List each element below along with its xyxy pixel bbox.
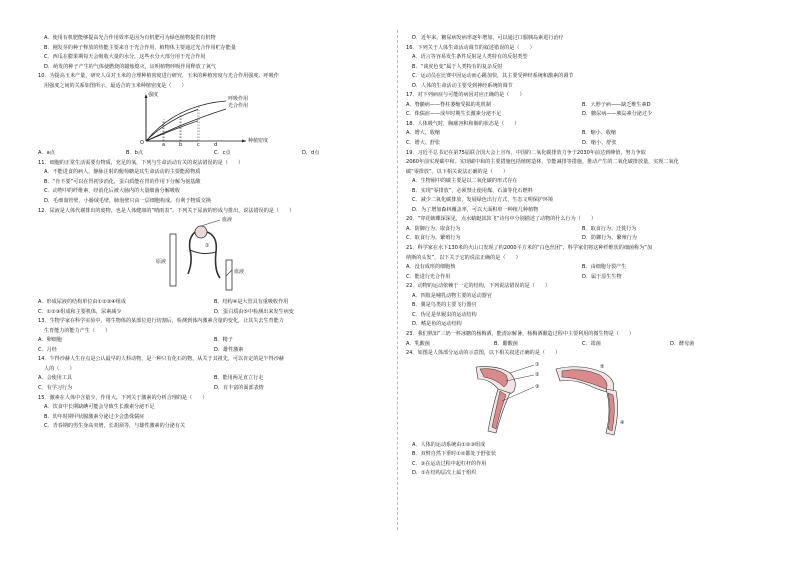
q14-stem: 14．乍得沙赫人生存点是公认最早的人科动物，是一种只有化石的物，从关于其祖先，可以肯定的是乍得沙赫 <box>38 356 284 363</box>
q18-stem: 18．人体吸气时，胸廓容积和肺的状态是（ ） <box>406 120 520 127</box>
q18-option-c[interactable]: C．增大、舒张 <box>406 140 441 147</box>
q12-options-row2 <box>38 308 390 318</box>
q12-option-b[interactable]: B．结构④是大管具有重吸收作用 <box>214 299 289 306</box>
q20-stem: 20．“穿花蛱蝶深深见，点水蜻蜓款款飞”诗句中分别描述了动物的什么行为（ ） <box>406 216 597 223</box>
q15-option-c[interactable]: C．青春期的男生身高突增，长胡须等，与雄性激素的分泌有关 <box>44 423 186 430</box>
q24-option-d[interactable]: D．①在结构层次上属于组织 <box>412 470 477 477</box>
q20-option-d[interactable]: D．防御行为、繁殖行为 <box>582 235 637 242</box>
q19-stem-cont2: 碳“零排放”。以下相关说法正确的是（ ） <box>406 168 509 175</box>
q9-option-a: A．使用有机肥能够提高光合作用效率是因为有机肥可为绿色植物提供有机物 <box>44 35 216 41</box>
label-blood-top: 血液 <box>222 217 233 224</box>
q13-option-b[interactable]: B．精子 <box>214 337 233 344</box>
q13-stem-cont: 生育能力的能力产生（ ） <box>44 327 111 334</box>
q18-option-d[interactable]: D．缩小、舒张 <box>582 140 617 147</box>
q24-option-a[interactable]: A．人体的运动系统由①②③组成 <box>412 441 486 448</box>
q17-option-a[interactable]: A．脊髓病——脊柱萎缩受损的兆机制 <box>406 101 491 108</box>
label-blood-bottom: 血液 <box>234 269 245 276</box>
q13-options-row2 <box>38 346 390 356</box>
left-column <box>38 34 390 432</box>
q16-option-c[interactable]: C．运动员在比赛中因运动而心跳加快，其主要受神经系统和激素的调节 <box>412 73 574 80</box>
q19-option-c[interactable]: C．减少二氧化碳排放，发展绿色出行方式，生态文明保护环境 <box>412 197 554 204</box>
q23-options <box>406 340 758 350</box>
q17-stem: 17．对下列病症与可能的病因对应正确的是（ ） <box>406 92 525 99</box>
q20-options-row2 <box>406 234 758 244</box>
q23-option-d[interactable]: D．酵母菌 <box>670 340 695 347</box>
q15-option-b[interactable]: B．幼年时期甲状腺激素分泌过少会患侏儒症 <box>44 413 145 420</box>
q24-stem: 24．如图是人体部分运动的示意图，以下相关叙述正确的是（ ） <box>406 350 561 357</box>
q17-option-b[interactable]: B．大脖子病——缺乏维生素D <box>582 101 651 108</box>
q22-option-b[interactable]: B．翼是鸟类的主要飞行器官 <box>412 302 477 309</box>
q11-option-a[interactable]: A．不能进食的病人，静脉注射的葡萄糖是其生命活动的主要能源物质 <box>44 169 201 176</box>
q24-option-b[interactable]: B．双臂自然下垂时①②都处于舒张状 <box>412 451 496 458</box>
column-divider <box>397 30 398 530</box>
q21-options-row2 <box>406 273 758 283</box>
q13-option-a[interactable]: A．卵细胞 <box>38 337 62 344</box>
q11-option-b[interactable]: B．“肯不要”可以在胃初步消化，蛋白质能在胃的作用下分解为氨基酸 <box>44 178 201 185</box>
curve-respiration-label: 呼吸作用 <box>228 96 249 103</box>
arm-label-1: ① <box>535 361 540 368</box>
q14-option-d[interactable]: D．有丰富的面部表情 <box>214 385 264 392</box>
q15-option-d[interactable]: D．近年来，糖尿病发病率逐年增加，可以通过口服胰岛素进行治疗 <box>412 35 564 41</box>
tick-c: c <box>197 142 200 149</box>
q23-stem: 23．我们熟知“三奶一杯冰糖的杨梅酒，能清凉解暑，杨梅酒酿造过程中主要利用的微生物是（ ） <box>406 330 635 337</box>
q19-stem: 19．习近平总书记在第75届联合国大会上宣布，中国的二氧化碳排放力争于2030年前达到峰值，努力争取 <box>406 149 646 156</box>
q11-option-c[interactable]: C．动物中的纤维素，经消化后被大肠内的大量细菌分解吸收 <box>44 188 180 195</box>
q22-option-d[interactable]: D．鳍是鱼的运动结构 <box>412 321 462 328</box>
q22-option-c[interactable]: C．伪足是草履虫的运动结构 <box>412 311 477 318</box>
q17-options-row1 <box>406 101 758 111</box>
q13-option-d[interactable]: D．雄性激素 <box>214 346 244 353</box>
q14-options-row1 <box>38 374 390 384</box>
q23-option-c[interactable]: C．霉菌 <box>582 340 601 347</box>
q17-option-c[interactable]: C．侏儒症——成年时期生长激素分泌不足 <box>406 111 502 118</box>
q14-option-b[interactable]: B．能用两足直立行走 <box>214 375 264 382</box>
q19-option-d[interactable]: D．为了增加森林覆盖率，可以大面积单一种植几种植物 <box>412 206 539 213</box>
arm-label-2: ② <box>535 371 540 378</box>
origin-label: O <box>140 140 144 147</box>
q21-stem-cont: 纳斯的头发”，以下关于它的说法正确的是（ ） <box>406 254 521 261</box>
right-column <box>406 34 758 479</box>
q19-option-a[interactable]: A．生物圈中的碳主要是以二氧化碳的形式存在 <box>412 178 518 185</box>
q18-option-b[interactable]: B．缩小、收缩 <box>582 130 617 137</box>
x-axis-label: 种植密度 <box>248 138 269 145</box>
arm-muscle-diagram <box>406 359 758 441</box>
q12-option-d[interactable]: D．蛋白质由⑤中检测出来发生病变 <box>214 308 294 315</box>
q20-option-b[interactable]: B．取食行为、迁徙行为 <box>582 225 637 232</box>
arm-figure <box>406 359 758 441</box>
q23-option-b[interactable]: B．醋酸菌 <box>494 340 518 347</box>
y-axis-label: 强度 <box>148 92 159 99</box>
q10-figure <box>38 91 390 149</box>
q10-stem: 10．为提高玉米产量，研究人员对玉米的合理种植密度进行研究，玉米的种植密度与光合作用强度、呼吸作 <box>38 73 279 80</box>
q16-option-d[interactable]: D．人体的生命活动主要受到神经系统的调节 <box>412 82 513 89</box>
q20-option-c[interactable]: C．取食行为、繁殖行为 <box>406 235 461 242</box>
arm-label-4: ④ <box>620 419 625 426</box>
q14-stem-cont: 人的（ ） <box>44 365 75 372</box>
q22-option-a[interactable]: A．四肢是哺乳动物主要的运动器官 <box>412 292 492 299</box>
q21-stem: 21．科学家在水下130米的火山口发现了约2000平方米的“白色丝团”，科学家们将这种纤维状的细菌称为“加 <box>406 245 652 252</box>
q10-option-c[interactable]: C．c点 <box>214 150 231 157</box>
q21-option-c[interactable]: C．能进行光合作用 <box>406 273 451 280</box>
q21-options-row1 <box>406 263 758 273</box>
q17-options-row2 <box>406 110 758 120</box>
q23-option-a[interactable]: A．乳酸菌 <box>406 340 430 347</box>
q13-option-c[interactable]: C．月经 <box>38 346 57 353</box>
q17-option-d[interactable]: D．糖尿病——胰岛素分泌过少 <box>582 111 653 118</box>
q16-stem: 16．下列关于人体生命活动调节的叙述错误的是（ ） <box>406 44 535 51</box>
q12-options-row1 <box>38 298 390 308</box>
q14-options-row2 <box>38 384 390 394</box>
q9-option-c: C．西瓜在膨果期每天会吸收大量的水分，这些水分大部分用于光合作用 <box>44 54 206 61</box>
q10-option-a[interactable]: A．a点 <box>38 150 55 157</box>
tick-b: b <box>179 142 183 149</box>
q14-option-a[interactable]: A．会使用工具 <box>38 375 73 382</box>
q15-option-a[interactable]: A．饮食中长期缺碘可能会导致生长激素分泌不足 <box>44 404 155 411</box>
nephron-diagram <box>38 216 390 298</box>
q10-option-d[interactable]: D．d点 <box>302 150 320 157</box>
q24-option-c[interactable]: C．③在运动过程中起杠杆的作用 <box>412 460 487 467</box>
q11-stem: 11．细胞的正常生活需要有物质，充足的氧，下列与生命活动有关的说法错误的是（ ） <box>38 159 244 166</box>
label-marker: ① <box>205 243 210 250</box>
q16-option-a[interactable]: A．语言等容易发生条件反射是人类特有的反射类型 <box>412 54 528 61</box>
q19-option-b[interactable]: B．实现“零排放”，必须禁止使用煤、石油等化石燃料 <box>412 187 533 194</box>
q22-stem: 22．动物的运动依赖于一定的结构，下列说法错误的是（ ） <box>406 283 551 290</box>
q20-option-a[interactable]: A．防御行为、取食行为 <box>406 225 461 232</box>
q20-options-row1 <box>406 225 758 235</box>
arm-label-3: ③ <box>535 383 540 390</box>
q15-stem: 15．激素在人体中含量少，作用大。下列关于激素的分析合理的是（ ） <box>38 394 208 401</box>
q18-options-row1 <box>406 129 758 139</box>
q9-option-d: D．萌发的种子产生的气体使燃烧的蜡烛熄灭，证明植物呼吸作用释放了氧气 <box>44 63 217 70</box>
q9-option-b: B．刚发芽的种子释放的热能主要来自于光合作用，植物体主要通过光合作用贮存能量 <box>44 44 236 51</box>
label-raw-urine: 原液 <box>156 259 167 266</box>
curve-photosynthesis-label: 光合作用 <box>228 103 249 110</box>
q19-stem-cont1: 2060年前实现碳中和。实现碳中和的主要措施包括植树造林，节能减排等措施。推动产生的二氧化碳排放量，实现二氧化 <box>406 159 679 166</box>
q12-stem: 12．尿液是人体代谢排出的废物，也是人体健康的“晴雨表”。下列关于尿液的形成与排出，说法错误的是（ ） <box>38 207 295 214</box>
q13-stem: 13．生物学家在科学实验中，将生物体的某部位进行切割后，检测到体内激素含量的变化，让其失去生育能力 <box>38 318 284 325</box>
q12-option-a[interactable]: A．形成尿液的结构单位由①②③④组成 <box>38 299 126 306</box>
q14-option-c[interactable]: C．有学习行为 <box>38 385 73 392</box>
nephron-figure <box>38 216 390 298</box>
q16-option-b[interactable]: B．“谈虎色变”属于人类特有的复杂反射 <box>412 63 503 70</box>
tick-d: d <box>214 142 218 149</box>
q13-options-row1 <box>38 336 390 346</box>
q21-option-a[interactable]: A．没有成形的细胞核 <box>406 264 456 271</box>
q11-option-d[interactable]: D．毛细血管壁，小肠绒毛壁，肺泡壁只由一层细胞构成，有利于物质交换 <box>44 198 211 205</box>
q18-options-row2 <box>406 139 758 149</box>
arm-label-5: ⑤ <box>600 363 605 370</box>
q12-option-c[interactable]: C．①②③组成和主要机体，尿素减少 <box>38 308 122 315</box>
q10-option-b[interactable]: B．b点 <box>126 150 143 157</box>
q18-option-a[interactable]: A．增大、收缩 <box>406 130 441 137</box>
q21-option-b[interactable]: B．由细胞分裂产生 <box>582 264 627 271</box>
q21-option-d[interactable]: D．属于原生生物 <box>582 273 622 280</box>
q10-stem-cont: 用强度之间的关系如图所示，最适合的玉米种植密度是（ ） <box>44 82 187 89</box>
tick-a: a <box>162 142 166 149</box>
